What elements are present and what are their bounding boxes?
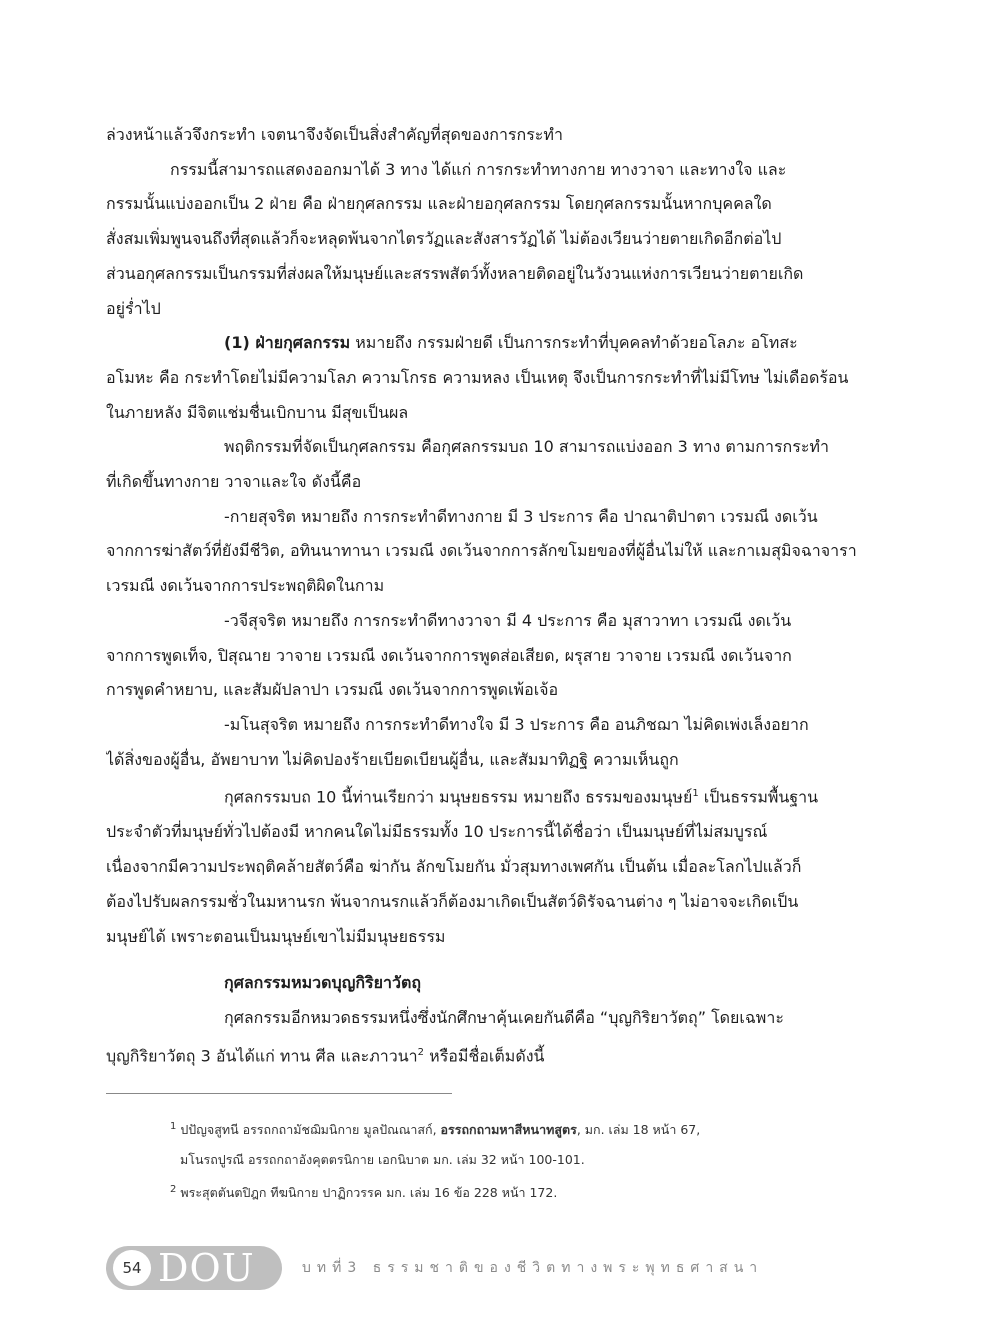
paragraph-line: ล่วงหน้าแล้วจึงกระทำ เจตนาจึงจัดเป็นสิ่งสำคัญที่สุดของการกระทำ <box>106 125 563 144</box>
paragraph-line: อยู่ร่ำไป <box>106 298 161 318</box>
paragraph-line: เวรมณี งดเว้นจากการประพฤติผิดในกาม <box>106 576 385 596</box>
footnote-ref-1[interactable]: 1 <box>692 788 699 800</box>
footnote-1-cont: มโนรถปูรณี อรรถกถาอังคุตตรนิกาย เอกนิบาต มก. เล่ม 32 หน้า 100-101. <box>180 1152 585 1168</box>
paragraph-line: กุศลกรรมอีกหมวดธรรมหนึ่งซึ่งนักศึกษาคุ้นเคยกันดีคือ “บุญกิริยาวัตถุ” โดยเฉพาะ <box>224 1007 784 1027</box>
footnote-number: 2 <box>170 1184 177 1196</box>
paragraph-line: พฤติกรรมที่จัดเป็นกุศลกรรม คือกุศลกรรมบถ 10 สามารถแบ่งออก 3 ทาง ตามการกระทำ <box>224 437 829 457</box>
paragraph-line: -มโนสุจริต หมายถึง การกระทำดีทางใจ มี 3 ประการ คือ อนภิชฌา ไม่คิดเพ่งเล็งอยาก <box>224 714 809 734</box>
footnote-2 <box>170 1175 890 1208</box>
paragraph-text: เป็นธรรมพื้นฐาน <box>703 787 819 807</box>
paragraph-line: สั่งสมเพิ่มพูนจนถึงที่สุดแล้วก็จะหลุดพ้นจากไตรวัฏและสังสารวัฏได้ ไม่ต้องเวียนว่ายตายเกิดอีกต่อไป <box>106 229 782 249</box>
paragraph-line: จากการพูดเท็จ, ปิสุณาย วาจาย เวรมณี งดเว้นจากการพูดส่อเสียด, ผรุสาย วาจาย เวรมณี งดเว้นจาก <box>106 645 792 665</box>
paragraph-text: หรือมีชื่อเต็มดังนี้ <box>429 1045 545 1065</box>
paragraph-line <box>106 777 896 815</box>
footnotes <box>170 1112 890 1208</box>
page-footer <box>106 1246 896 1291</box>
footnote-number: 1 <box>170 1121 177 1132</box>
paragraph-text: บุญกิริยาวัตถุ 3 อันได้แก่ ทาน ศีล และภาวนา <box>106 1045 418 1065</box>
paragraph-text: หมายถึง กรรมฝ่ายดี เป็นการกระทำที่บุคคลทำด้วยอโลภะ อโทสะ <box>355 333 798 353</box>
footnote-ref-2[interactable]: 2 <box>417 1046 425 1058</box>
paragraph-line: ส่วนอกุศลกรรมเป็นกรรมที่ส่งผลให้มนุษย์และสรรพสัตว์ทั้งหลายติดอยู่ในวังวนแห่งการเวียนว่ายตายเกิด <box>106 263 804 283</box>
chapter-title: บทที่3 ธรรมชาติของชีวิตทางพระพุทธศาสนา <box>302 1260 764 1276</box>
paragraph-line: กรรมนั้นแบ่งออกเป็น 2 ฝ่าย คือ ฝ่ายกุศลกรรม และฝ่ายอกุศลกรรม โดยกุศลกรรมนั้นหากบุคคลใด <box>106 194 772 214</box>
footer-badge <box>106 1246 282 1290</box>
page-number: 54 <box>113 1250 151 1286</box>
paragraph-line: จากการฆ่าสัตว์ที่ยังมีชีวิต, อทินนาทานา เวรมณี งดเว้นจากการลักขโมยของที่ผู้อื่นไม่ให้ และกาเมสุมิจฉาจารา <box>106 541 857 561</box>
section-heading-kusala: (1) ฝ่ายกุศลกรรม <box>224 333 351 353</box>
paragraph-line: เนื่องจากมีความประพฤติคล้ายสัตว์คือ ฆ่ากัน ลักขโมยกัน มั่วสุมทางเพศกัน เป็นต้น เมื่อละโลกไปแล้วก็ <box>106 857 802 877</box>
footnote-text: ปปัญจสูทนี อรรถกถามัชฌิมนิกาย มูลปัณณาสก์, <box>180 1122 441 1138</box>
section-heading-bunyakiriya: กุศลกรรมหมวดบุญกิริยาวัตถุ <box>224 973 422 993</box>
footnote-text: พระสุตตันตปิฎก ทีฆนิกาย ปาฏิกวรรค มก. เล่ม 16 ข้อ 228 หน้า 172. <box>180 1185 558 1201</box>
paragraph-line: ต้องไปรับผลกรรมชั่วในมหานรก พ้นจากนรกแล้วก็ต้องมาเกิดเป็นสัตว์ดิรัจฉานต่าง ๆ ไม่อาจจะเกิดเป็น <box>106 891 799 911</box>
dou-logo: DOU <box>158 1246 255 1290</box>
paragraph-line: ในภายหลัง มีจิตแช่มชื่นเบิกบาน มีสุขเป็นผล <box>106 402 409 422</box>
footnote-bold-title: อรรถกถามหาสีหนาทสูตร <box>440 1122 577 1138</box>
paragraph-line: มนุษย์ได้ เพราะตอนเป็นมนุษย์เขาไม่มีมนุษยธรรม <box>106 926 446 946</box>
paragraph-line: การพูดคำหยาบ, และสัมผัปลาปา เวรมณี งดเว้นจากการพูดเพ้อเจ้อ <box>106 680 559 700</box>
paragraph-line: ที่เกิดขึ้นทางกาย วาจาและใจ ดังนี้คือ <box>106 472 362 492</box>
paragraph-line <box>106 326 896 361</box>
paragraph-line: อโมหะ คือ กระทำโดยไม่มีความโลภ ความโกรธ ความหลง เป็นเหตุ จึงเป็นการกระทำที่ไม่มีโทษ ไม่เดือดร้อน <box>106 367 849 387</box>
paragraph-line: -กายสุจริต หมายถึง การกระทำดีทางกาย มี 3 ประการ คือ ปาณาติปาตา เวรมณี งดเว้น <box>224 506 818 526</box>
footnote-text: , มก. เล่ม 18 หน้า 67, <box>576 1122 701 1138</box>
paragraph-line: ได้สิ่งของผู้อื่น, อัพยาบาท ไม่คิดปองร้ายเบียดเบียนผู้อื่น, และสัมมาทิฏฐิ ความเห็นถูก <box>106 749 679 769</box>
paragraph-text: กุศลกรรมบถ 10 นี้ท่านเรียกว่า มนุษยธรรม หมายถึง ธรรมของมนุษย์ <box>224 787 693 807</box>
paragraph-line: -วจีสุจริต หมายถึง การกระทำดีทางวาจา มี 4 ประการ คือ มุสาวาทา เวรมณี งดเว้น <box>224 610 792 630</box>
footnote-divider <box>106 1093 452 1094</box>
paragraph-line: กรรมนี้สามารถแสดงออกมาได้ 3 ทาง ได้แก่ การกระทำทางกาย ทางวาจา และทางใจ และ <box>170 159 787 179</box>
body-text <box>106 118 896 1074</box>
footnote-1 <box>170 1112 890 1145</box>
paragraph-line: ประจำตัวที่มนุษย์ทั่วไปต้องมี หากคนใดไม่มีธรรมทั้ง 10 ประการนี้ได้ชื่อว่า เป็นมนุษย์ที่ไม่สมบูรณ์ <box>106 822 768 842</box>
paragraph-line <box>106 1036 896 1074</box>
